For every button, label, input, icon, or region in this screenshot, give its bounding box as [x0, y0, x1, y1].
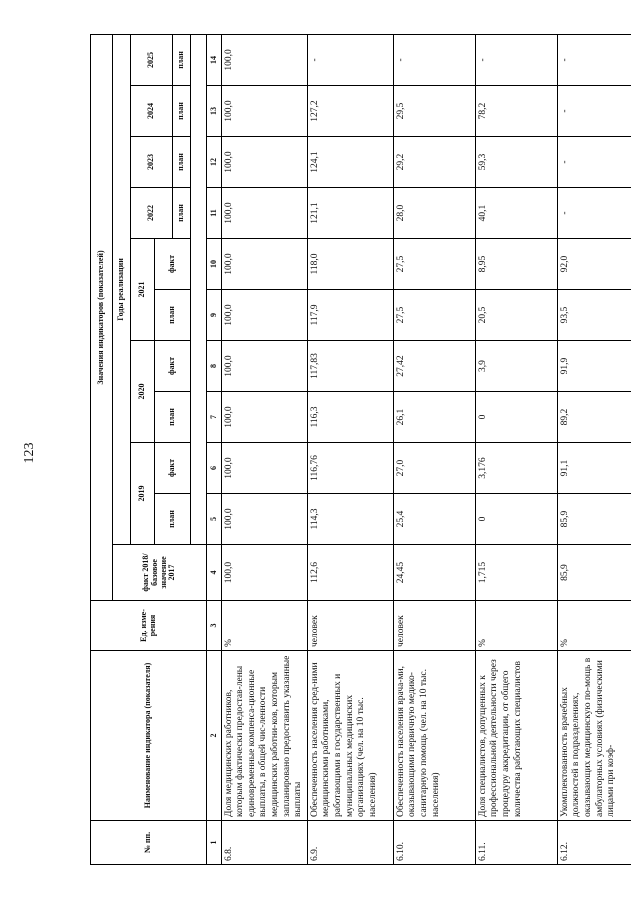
- value-cell: 27,5: [393, 290, 475, 341]
- value-cell: 116,76: [307, 443, 393, 494]
- value-cell: 127,2: [307, 86, 393, 137]
- value-cell: 117,83: [307, 341, 393, 392]
- column-number: 4: [207, 545, 222, 601]
- column-number: 10: [207, 239, 222, 290]
- header-values-group: Значения индикаторов (показателей): [91, 34, 113, 600]
- header-years-group: Годы реализации: [113, 34, 131, 544]
- value-cell: 28,0: [393, 188, 475, 239]
- value-cell: 112,6: [307, 545, 393, 601]
- value-cell: 24,45: [393, 545, 475, 601]
- rotated-table-container: [90, 35, 617, 865]
- indicator-name: Обеспеченность населения врача-ми, оказывающими первичную медико-санитарную помощь (чел. на 10 тыс. населения): [393, 651, 475, 821]
- value-cell: 0: [475, 392, 557, 443]
- header-fact: факт: [155, 239, 191, 290]
- value-cell: 20,5: [475, 290, 557, 341]
- column-number: 8: [207, 341, 222, 392]
- row-number: 6.12.: [557, 821, 631, 865]
- value-cell: 25,4: [393, 494, 475, 545]
- value-cell: 92,0: [557, 239, 631, 290]
- header-year-2019: 2019: [131, 443, 155, 545]
- header-name: Наименование индикатора (показателя): [91, 651, 207, 821]
- header-plan: план: [155, 494, 191, 545]
- value-cell: 1,715: [475, 545, 557, 601]
- value-cell: 93,5: [557, 290, 631, 341]
- column-number: 6: [207, 443, 222, 494]
- value-cell: 8,95: [475, 239, 557, 290]
- value-cell: 3,9: [475, 341, 557, 392]
- value-cell: 27,5: [393, 239, 475, 290]
- column-numbers-row: [207, 34, 222, 864]
- value-cell: 85,9: [557, 545, 631, 601]
- value-cell: 114,3: [307, 494, 393, 545]
- column-number: 3: [207, 601, 222, 651]
- indicator-name: Доля медицинских работников, которым фактически предостав-лены единовременные компенса-ционные выплаты, в общей чис-ленности медицинских работни-ков, которым запланировано предоставить указанные выплаты: [221, 651, 307, 821]
- indicator-name: Укомплектованность врачебных должностей в подразделениях, оказывающих медицинскую по-мощь в амбулаторных условиях (физическими лицами при коэф-: [557, 651, 631, 821]
- value-cell: 100,0: [221, 443, 307, 494]
- value-cell: 100,0: [221, 34, 307, 85]
- header-year-2021: 2021: [131, 239, 155, 341]
- value-cell: 124,1: [307, 137, 393, 188]
- column-number: 2: [207, 651, 222, 821]
- value-cell: 29,2: [393, 137, 475, 188]
- column-number: 9: [207, 290, 222, 341]
- value-cell: -: [393, 34, 475, 85]
- value-cell: 59,3: [475, 137, 557, 188]
- value-cell: 100,0: [221, 290, 307, 341]
- indicators-table: [90, 34, 631, 865]
- row-number: 6.9.: [307, 821, 393, 865]
- unit-cell: человек: [307, 601, 393, 651]
- value-cell: 89,2: [557, 392, 631, 443]
- value-cell: 78,2: [475, 86, 557, 137]
- header-year-2023: 2023: [131, 137, 173, 188]
- table-row: [393, 34, 475, 864]
- value-cell: 100,0: [221, 239, 307, 290]
- header-plan: план: [173, 188, 191, 239]
- unit-cell: %: [557, 601, 631, 651]
- header-year-2024: 2024: [131, 86, 173, 137]
- value-cell: -: [557, 86, 631, 137]
- value-cell: -: [475, 34, 557, 85]
- header-no: № пп.: [91, 821, 207, 865]
- value-cell: 27,0: [393, 443, 475, 494]
- value-cell: 29,5: [393, 86, 475, 137]
- header-baseline: факт 2018/базовое значение 2017: [113, 545, 207, 601]
- value-cell: 0: [475, 494, 557, 545]
- unit-cell: человек: [393, 601, 475, 651]
- value-cell: 100,0: [221, 392, 307, 443]
- value-cell: 3,176: [475, 443, 557, 494]
- column-number: 14: [207, 34, 222, 85]
- value-cell: 91,9: [557, 341, 631, 392]
- table-row: [307, 34, 393, 864]
- value-cell: 118,0: [307, 239, 393, 290]
- value-cell: -: [557, 188, 631, 239]
- indicator-name: Доля специалистов, допущенных к профессиональной деятельности через процедуру аккредитации, от общего количества работающих специалистов: [475, 651, 557, 821]
- value-cell: 100,0: [221, 188, 307, 239]
- table-row: [557, 34, 631, 864]
- indicator-name: Обеспеченность населения сред-ними медицинскими работниками, работающими в государственных и муниципальных медицинских организациях (чел. на 10 тыс. населения): [307, 651, 393, 821]
- value-cell: 100,0: [221, 341, 307, 392]
- row-number: 6.8.: [221, 821, 307, 865]
- value-cell: 121,1: [307, 188, 393, 239]
- value-cell: -: [307, 34, 393, 85]
- row-number: 6.10.: [393, 821, 475, 865]
- header-plan: план: [173, 86, 191, 137]
- header-year-2025: 2025: [131, 34, 173, 85]
- column-number: 7: [207, 392, 222, 443]
- header-plan: план: [155, 392, 191, 443]
- unit-cell: %: [221, 601, 307, 651]
- header-plan: план: [173, 137, 191, 188]
- page-number: 123: [22, 442, 37, 464]
- row-number: 6.11.: [475, 821, 557, 865]
- value-cell: 26,1: [393, 392, 475, 443]
- column-number: 11: [207, 188, 222, 239]
- value-cell: 91,1: [557, 443, 631, 494]
- value-cell: 100,0: [221, 494, 307, 545]
- value-cell: 27,42: [393, 341, 475, 392]
- value-cell: 117,9: [307, 290, 393, 341]
- header-year-2022: 2022: [131, 188, 173, 239]
- header-spacer: [191, 34, 207, 544]
- value-cell: -: [557, 137, 631, 188]
- table-row: [475, 34, 557, 864]
- column-number: 13: [207, 86, 222, 137]
- value-cell: 40,1: [475, 188, 557, 239]
- value-cell: 100,0: [221, 545, 307, 601]
- header-unit: Ед. изме-рения: [91, 601, 207, 651]
- header-fact: факт: [155, 443, 191, 494]
- column-number: 1: [207, 821, 222, 865]
- table-row: [221, 34, 307, 864]
- value-cell: 100,0: [221, 86, 307, 137]
- column-number: 5: [207, 494, 222, 545]
- header-plan: план: [173, 34, 191, 85]
- header-fact: факт: [155, 341, 191, 392]
- value-cell: 85,9: [557, 494, 631, 545]
- value-cell: 100,0: [221, 137, 307, 188]
- column-number: 12: [207, 137, 222, 188]
- unit-cell: %: [475, 601, 557, 651]
- value-cell: 116,3: [307, 392, 393, 443]
- header-plan: план: [155, 290, 191, 341]
- header-year-2020: 2020: [131, 341, 155, 443]
- value-cell: -: [557, 34, 631, 85]
